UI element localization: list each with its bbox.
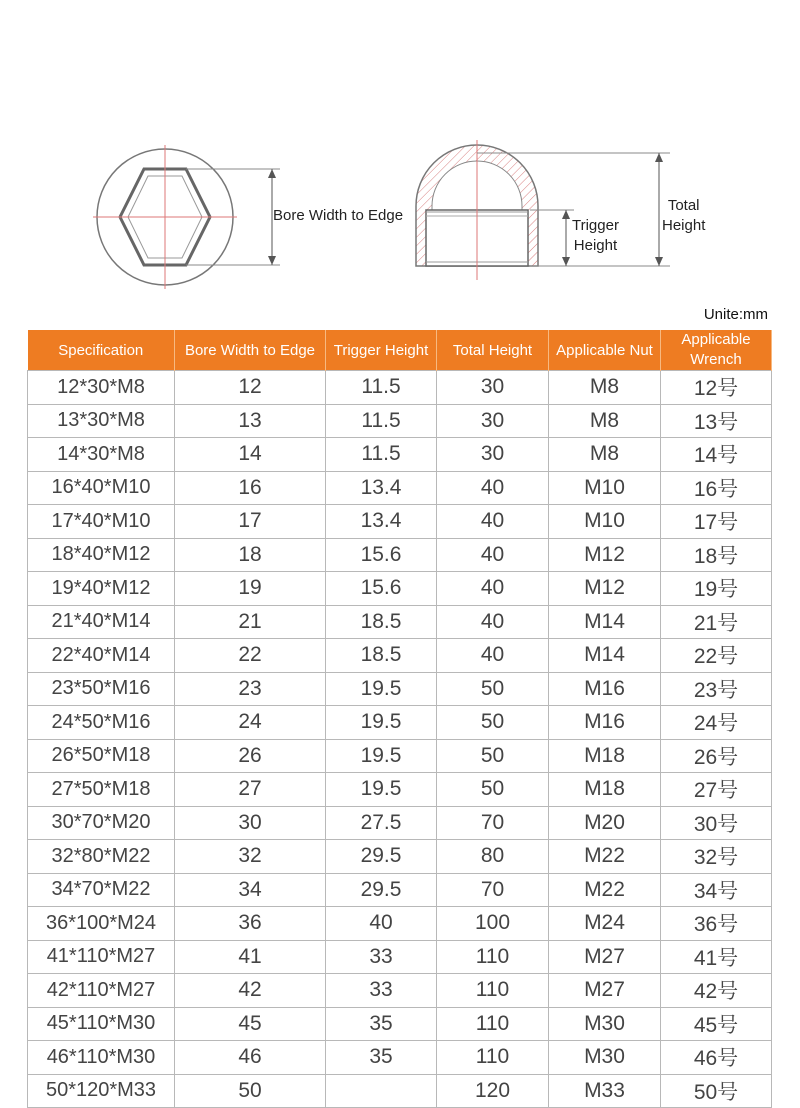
cell-applicable-wrench: 18号 (661, 538, 772, 572)
cell-applicable-nut: M12 (549, 538, 661, 572)
cell-total-height: 40 (437, 572, 549, 606)
cell-trigger-height: 11.5 (326, 404, 437, 438)
table-row (28, 840, 772, 874)
table-row (28, 739, 772, 773)
cell-total-height: 30 (437, 404, 549, 438)
table-row (28, 706, 772, 740)
cell-applicable-wrench: 26号 (661, 739, 772, 773)
spec-table (27, 330, 772, 1108)
cell-total-height: 30 (437, 438, 549, 472)
cell-specification: 12*30*M8 (28, 371, 175, 405)
table-row (28, 1007, 772, 1041)
table-row (28, 505, 772, 539)
cell-applicable-nut: M30 (549, 1041, 661, 1075)
cell-bore-width: 13 (175, 404, 326, 438)
cell-applicable-wrench: 17号 (661, 505, 772, 539)
cell-trigger-height: 19.5 (326, 706, 437, 740)
cell-applicable-nut: M14 (549, 605, 661, 639)
cell-specification: 23*50*M16 (28, 672, 175, 706)
table-row (28, 371, 772, 405)
cell-applicable-wrench: 32号 (661, 840, 772, 874)
cell-total-height: 70 (437, 873, 549, 907)
cell-bore-width: 23 (175, 672, 326, 706)
cell-total-height: 50 (437, 672, 549, 706)
cell-total-height: 40 (437, 639, 549, 673)
cell-applicable-nut: M18 (549, 739, 661, 773)
cell-applicable-nut: M22 (549, 873, 661, 907)
cell-applicable-nut: M10 (549, 505, 661, 539)
cell-applicable-wrench: 16号 (661, 471, 772, 505)
cell-applicable-nut: M33 (549, 1074, 661, 1108)
cell-specification: 22*40*M14 (28, 639, 175, 673)
cell-total-height: 40 (437, 505, 549, 539)
cell-specification: 17*40*M10 (28, 505, 175, 539)
cell-total-height: 40 (437, 471, 549, 505)
cell-total-height: 50 (437, 706, 549, 740)
cell-applicable-nut: M30 (549, 1007, 661, 1041)
cell-trigger-height: 19.5 (326, 672, 437, 706)
cell-bore-width: 50 (175, 1074, 326, 1108)
cell-bore-width: 16 (175, 471, 326, 505)
cell-applicable-wrench: 46号 (661, 1041, 772, 1075)
cell-specification: 34*70*M22 (28, 873, 175, 907)
header-total-height: Total Height (437, 330, 549, 371)
cell-applicable-wrench: 24号 (661, 706, 772, 740)
cell-applicable-wrench: 30号 (661, 806, 772, 840)
cell-total-height: 120 (437, 1074, 549, 1108)
cell-bore-width: 27 (175, 773, 326, 807)
cell-bore-width: 26 (175, 739, 326, 773)
table-row (28, 873, 772, 907)
dimension-diagram (0, 0, 800, 310)
header-trigger-height: Trigger Height (326, 330, 437, 371)
total-height-label: Total Height (662, 197, 706, 234)
cell-applicable-nut: M12 (549, 572, 661, 606)
cell-trigger-height: 19.5 (326, 739, 437, 773)
cell-applicable-nut: M8 (549, 438, 661, 472)
header-applicable-nut: Applicable Nut (549, 330, 661, 371)
cell-total-height: 40 (437, 538, 549, 572)
cell-applicable-nut: M18 (549, 773, 661, 807)
trigger-height-label: Trigger Height (572, 217, 619, 254)
table-row (28, 404, 772, 438)
header-bore-width: Bore Width to Edge (175, 330, 326, 371)
cell-trigger-height: 18.5 (326, 605, 437, 639)
cell-applicable-nut: M10 (549, 471, 661, 505)
cell-applicable-wrench: 50号 (661, 1074, 772, 1108)
cell-trigger-height: 35 (326, 1007, 437, 1041)
cell-applicable-wrench: 36号 (661, 907, 772, 941)
cell-trigger-height: 15.6 (326, 538, 437, 572)
cell-specification: 27*50*M18 (28, 773, 175, 807)
cell-total-height: 70 (437, 806, 549, 840)
cell-bore-width: 18 (175, 538, 326, 572)
cell-applicable-nut: M22 (549, 840, 661, 874)
cell-specification: 41*110*M27 (28, 940, 175, 974)
cell-specification: 32*80*M22 (28, 840, 175, 874)
table-row (28, 538, 772, 572)
cell-total-height: 110 (437, 1041, 549, 1075)
cell-total-height: 110 (437, 974, 549, 1008)
cell-trigger-height: 29.5 (326, 840, 437, 874)
cell-applicable-wrench: 14号 (661, 438, 772, 472)
cell-applicable-wrench: 13号 (661, 404, 772, 438)
cell-total-height: 110 (437, 1007, 549, 1041)
cell-applicable-nut: M14 (549, 639, 661, 673)
table-row (28, 438, 772, 472)
cell-trigger-height: 11.5 (326, 371, 437, 405)
cell-applicable-wrench: 41号 (661, 940, 772, 974)
cell-applicable-nut: M27 (549, 940, 661, 974)
bore-width-label: Bore Width to Edge (273, 207, 404, 224)
cell-specification: 45*110*M30 (28, 1007, 175, 1041)
table-row (28, 605, 772, 639)
cell-bore-width: 22 (175, 639, 326, 673)
cell-total-height: 30 (437, 371, 549, 405)
cell-bore-width: 19 (175, 572, 326, 606)
cell-trigger-height: 18.5 (326, 639, 437, 673)
cell-bore-width: 14 (175, 438, 326, 472)
cell-specification: 18*40*M12 (28, 538, 175, 572)
header-applicable-wrench: Applicable Wrench (661, 330, 772, 371)
cell-specification: 13*30*M8 (28, 404, 175, 438)
table-row (28, 773, 772, 807)
table-header-row (28, 330, 772, 371)
cell-specification: 24*50*M16 (28, 706, 175, 740)
cell-trigger-height: 33 (326, 940, 437, 974)
table-row (28, 806, 772, 840)
cell-specification: 16*40*M10 (28, 471, 175, 505)
table-row (28, 572, 772, 606)
table-row (28, 907, 772, 941)
table-row (28, 471, 772, 505)
cell-specification: 21*40*M14 (28, 605, 175, 639)
cell-bore-width: 42 (175, 974, 326, 1008)
cell-applicable-nut: M24 (549, 907, 661, 941)
cell-bore-width: 34 (175, 873, 326, 907)
cell-specification: 14*30*M8 (28, 438, 175, 472)
cell-bore-width: 41 (175, 940, 326, 974)
cell-bore-width: 12 (175, 371, 326, 405)
unit-label: Unite:mm (703, 306, 768, 323)
cell-trigger-height (326, 1074, 437, 1108)
cell-total-height: 80 (437, 840, 549, 874)
cell-bore-width: 21 (175, 605, 326, 639)
cell-bore-width: 17 (175, 505, 326, 539)
table-row (28, 672, 772, 706)
cap-nut-drawing (0, 0, 800, 310)
cell-applicable-nut: M16 (549, 672, 661, 706)
cell-total-height: 100 (437, 907, 549, 941)
cell-trigger-height: 13.4 (326, 505, 437, 539)
table-body (28, 371, 772, 1108)
table-row (28, 1041, 772, 1075)
cell-total-height: 50 (437, 773, 549, 807)
cell-bore-width: 24 (175, 706, 326, 740)
cell-trigger-height: 35 (326, 1041, 437, 1075)
cell-specification: 30*70*M20 (28, 806, 175, 840)
cell-specification: 46*110*M30 (28, 1041, 175, 1075)
header-specification: Specification (28, 330, 175, 371)
cell-applicable-wrench: 34号 (661, 873, 772, 907)
cell-specification: 26*50*M18 (28, 739, 175, 773)
cell-applicable-wrench: 45号 (661, 1007, 772, 1041)
cell-applicable-nut: M8 (549, 371, 661, 405)
cell-applicable-nut: M20 (549, 806, 661, 840)
cell-applicable-wrench: 22号 (661, 639, 772, 673)
cell-applicable-wrench: 23号 (661, 672, 772, 706)
cell-trigger-height: 13.4 (326, 471, 437, 505)
cell-total-height: 40 (437, 605, 549, 639)
cell-trigger-height: 29.5 (326, 873, 437, 907)
cell-specification: 36*100*M24 (28, 907, 175, 941)
table-row (28, 974, 772, 1008)
cell-applicable-nut: M8 (549, 404, 661, 438)
cell-bore-width: 46 (175, 1041, 326, 1075)
cell-trigger-height: 33 (326, 974, 437, 1008)
table-row (28, 639, 772, 673)
cell-specification: 19*40*M12 (28, 572, 175, 606)
cell-applicable-wrench: 19号 (661, 572, 772, 606)
side-view-drawing (416, 140, 670, 280)
cell-trigger-height: 27.5 (326, 806, 437, 840)
cell-bore-width: 30 (175, 806, 326, 840)
cell-applicable-nut: M27 (549, 974, 661, 1008)
cell-total-height: 110 (437, 940, 549, 974)
cell-trigger-height: 40 (326, 907, 437, 941)
cell-specification: 50*120*M33 (28, 1074, 175, 1108)
cell-applicable-wrench: 42号 (661, 974, 772, 1008)
cell-applicable-wrench: 21号 (661, 605, 772, 639)
cell-trigger-height: 11.5 (326, 438, 437, 472)
table-row (28, 1074, 772, 1108)
cell-applicable-wrench: 12号 (661, 371, 772, 405)
cell-trigger-height: 15.6 (326, 572, 437, 606)
cell-applicable-wrench: 27号 (661, 773, 772, 807)
top-view-drawing (93, 145, 280, 289)
cell-trigger-height: 19.5 (326, 773, 437, 807)
cell-total-height: 50 (437, 739, 549, 773)
cell-bore-width: 32 (175, 840, 326, 874)
cell-specification: 42*110*M27 (28, 974, 175, 1008)
table-row (28, 940, 772, 974)
cell-bore-width: 36 (175, 907, 326, 941)
cell-applicable-nut: M16 (549, 706, 661, 740)
cell-bore-width: 45 (175, 1007, 326, 1041)
